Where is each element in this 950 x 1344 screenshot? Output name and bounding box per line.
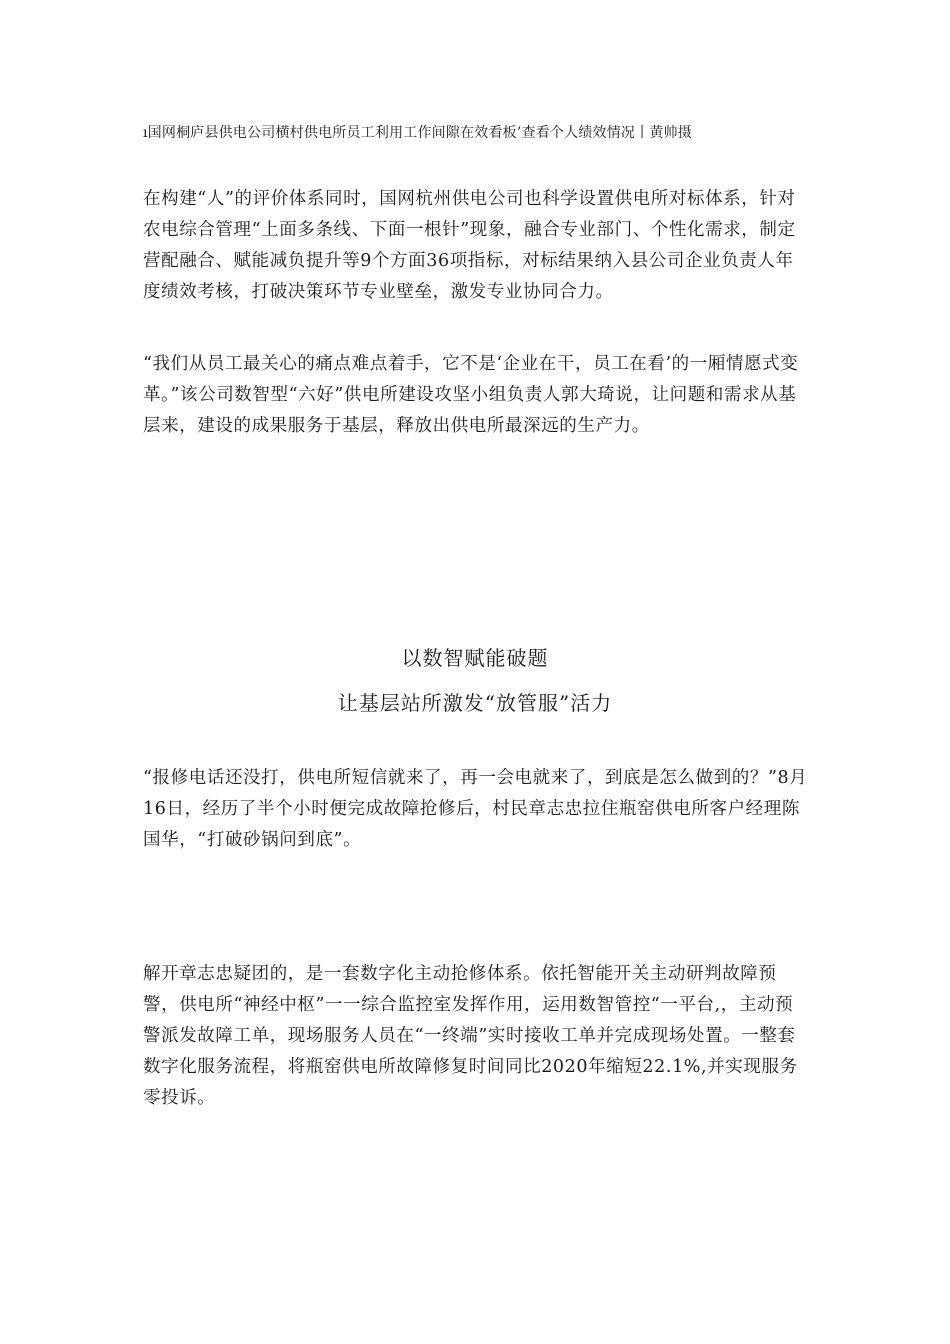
section-heading-line-1: 以数智赋能破题 [401,646,549,670]
section-heading-line-2: 让基层站所激发“放管服”活力 [337,691,613,715]
photo-caption: ı国网桐庐县供电公司横村供电所员工利用工作间隙在效看板’查看个人绩效情况丨黄帅摄 [143,125,692,141]
paragraph-benchmark-system: 在构建“人”的评价体系同时，国网杭州供电公司也科学设置供电所对标体系，针对农电综合管理“上面多条线、下面一根针”现象，融合专业部门、个性化需求，制定营配融合、赋能减负提升等9个方面36项指标，对标结果纳入县公司企业负责人年度绩效考核，打破决策环节专业壁垒，激发专业协同合力。 [143,189,796,302]
paragraph-digital-repair-system: 解开章志忠疑团的，是一套数字化主动抢修体系。依托智能开关主动研判故障预警，供电所“神经中枢”一一综合监控室发挥作用，运用数智管控“一平台,，主动预警派发故障工单，现场服务人员在“一终端”实时接收工单并完成现场处置。一整套数字化服务流程，将瓶窑供电所故障修复时间同比2020年缩短22.1%,并实现服务零投诉。 [143,964,798,1108]
paragraph-repair-story: “报修电话还没打，供电所短信就来了，再一会电就来了，到底是怎么做到的？”8月16日，经历了半个小时便完成故障抢修后，村民章志忠拉住瓶窑供电所客户经理陈国华，“打破砂锅问到底”。 [143,768,808,850]
paragraph-quote-guo: “我们从员工最关心的痛点难点着手，它不是‘企业在干，员工在看’的一厢情愿式变革。”该公司数智型“六好”供电所建设攻坚小组负责人郭大琦说，让问题和需求从基层来，建设的成果服务于基层，释放出供电所最深远的生产力。 [143,354,799,436]
